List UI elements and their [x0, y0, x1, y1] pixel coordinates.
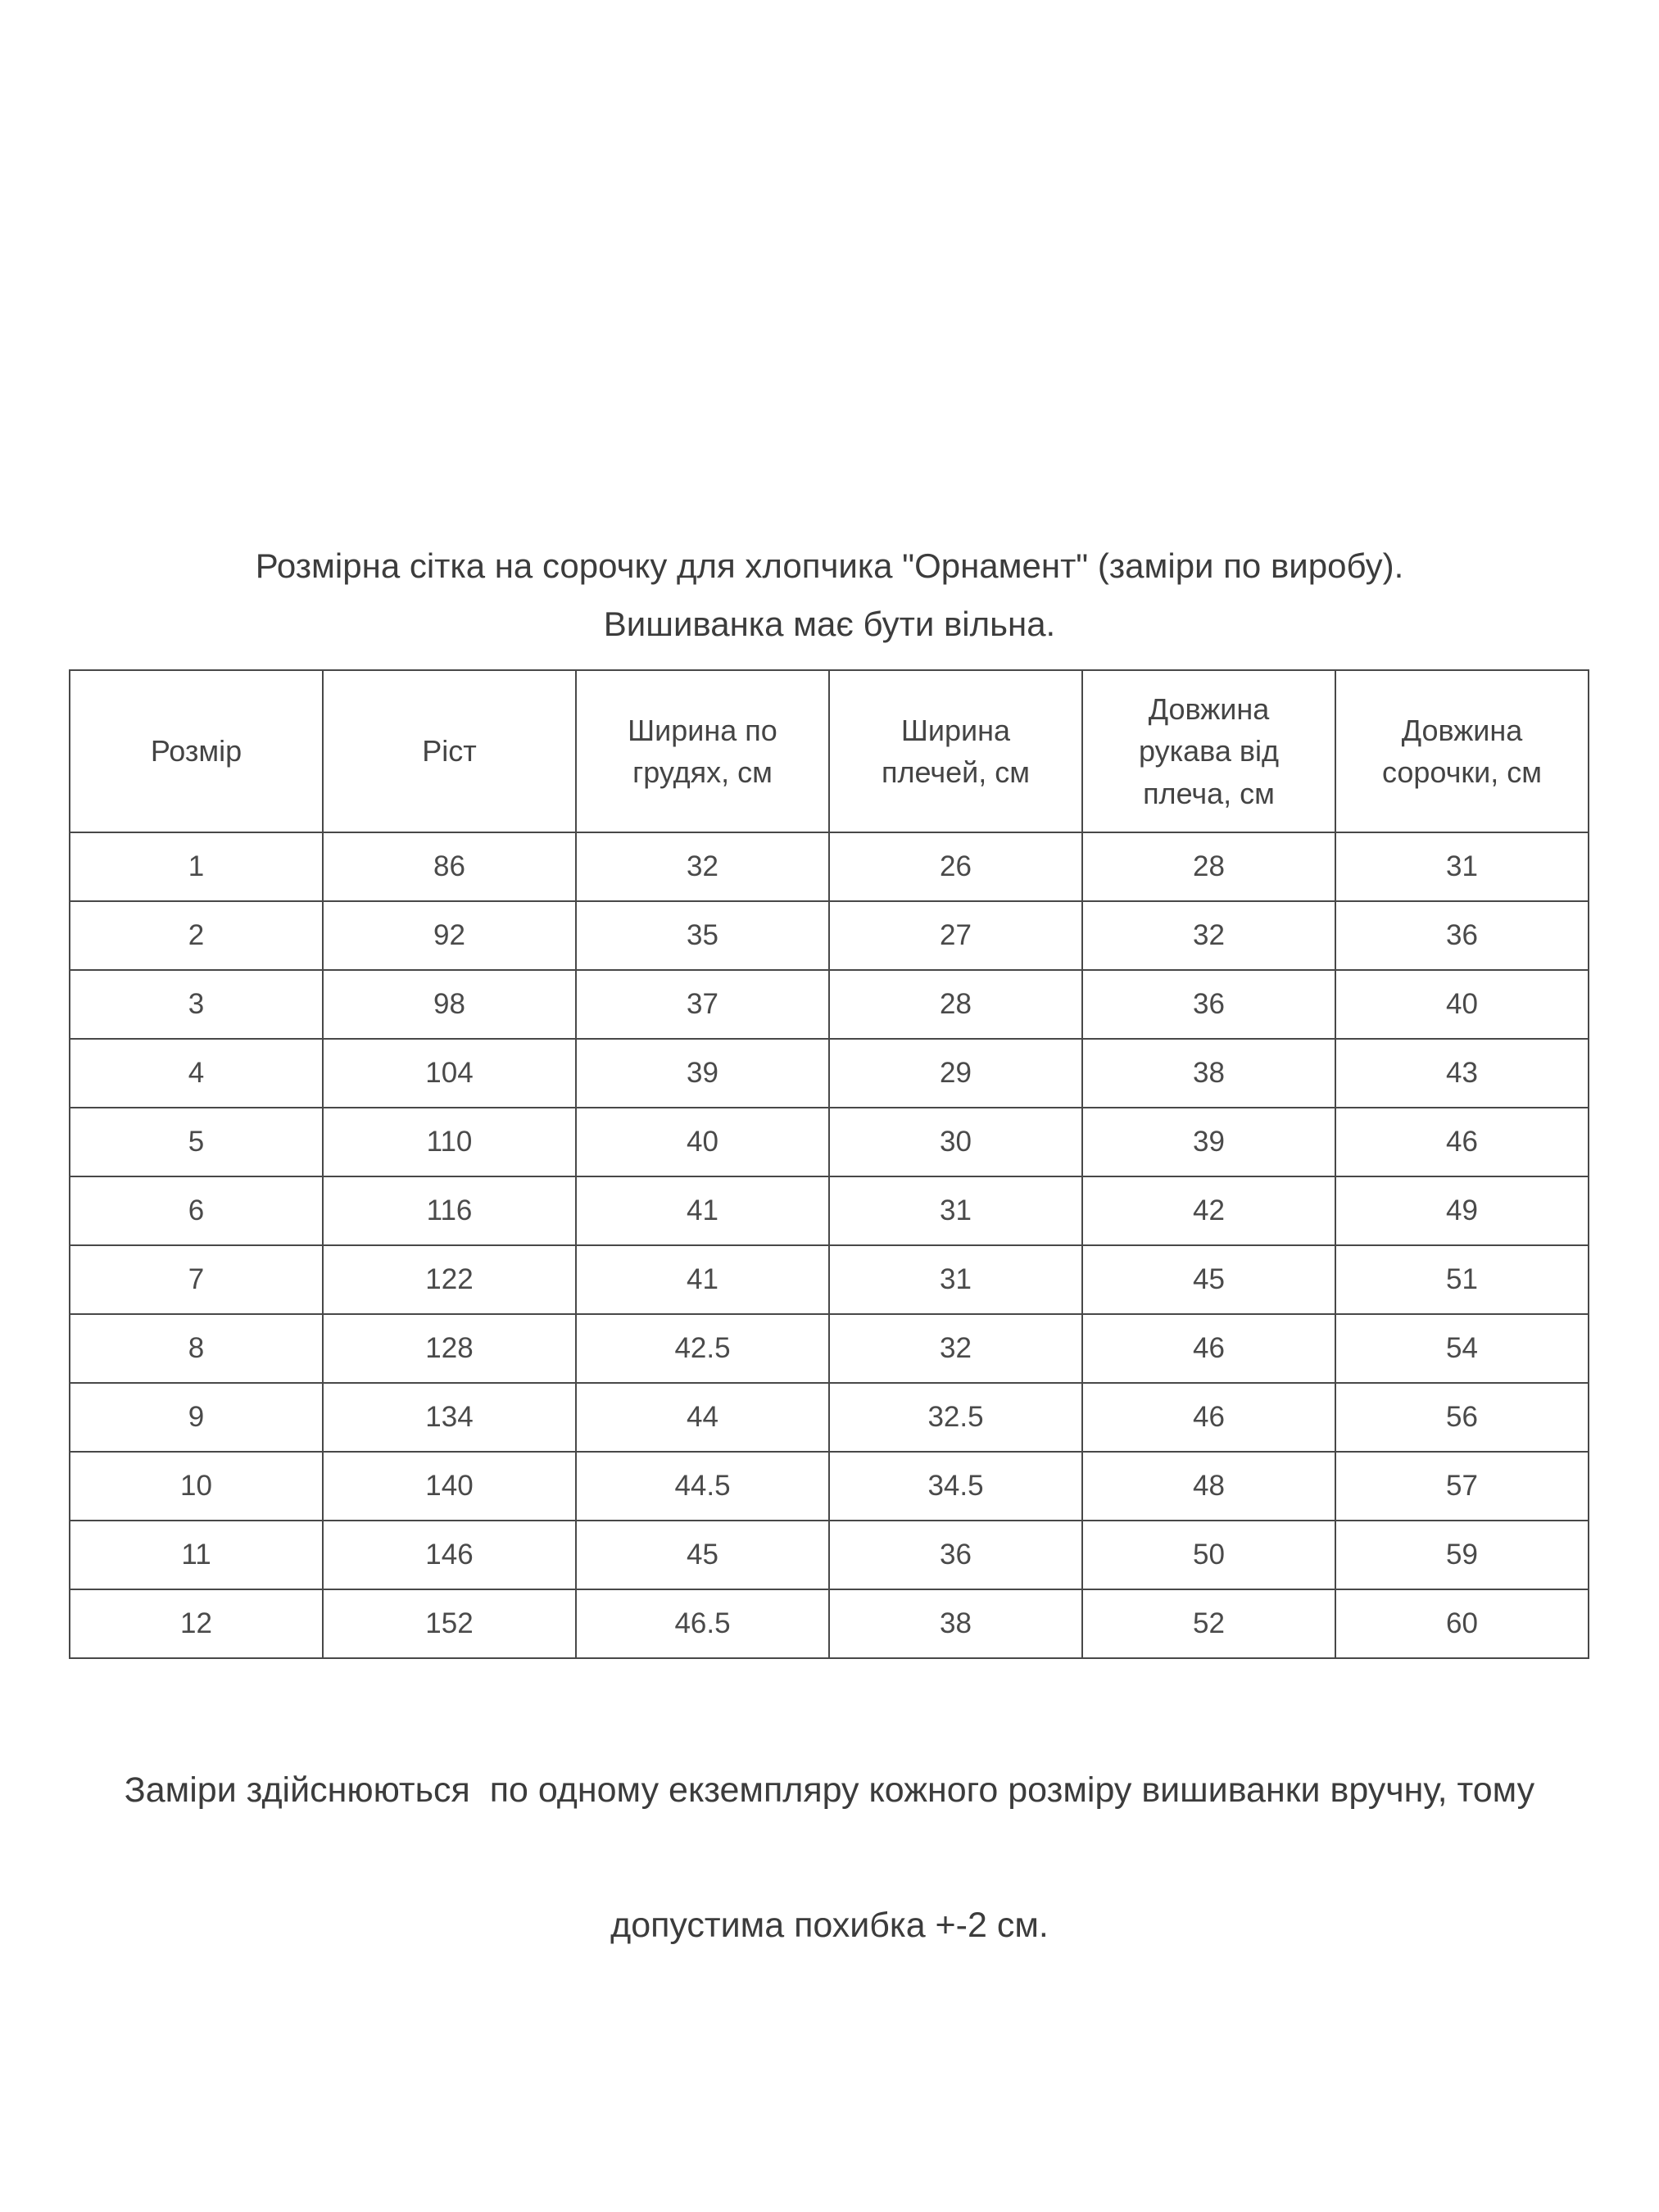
- table-cell: 48: [1082, 1452, 1335, 1521]
- table-cell: 44.5: [576, 1452, 829, 1521]
- table-cell: 59: [1335, 1521, 1589, 1589]
- table-cell: 40: [1335, 970, 1589, 1039]
- footnote: [0, 1678, 1659, 2038]
- table-cell: 28: [1082, 832, 1335, 901]
- table-cell: 9: [70, 1383, 323, 1452]
- table-cell: 4: [70, 1039, 323, 1108]
- table-row: [70, 1383, 1589, 1452]
- table-cell: 42: [1082, 1176, 1335, 1245]
- table-cell: 31: [829, 1176, 1082, 1245]
- column-header: Довжина сорочки, см: [1335, 670, 1589, 832]
- table-cell: 3: [70, 970, 323, 1039]
- table-cell: 35: [576, 901, 829, 970]
- table-row: [70, 1589, 1589, 1658]
- table-cell: 45: [1082, 1245, 1335, 1314]
- table-cell: 41: [576, 1176, 829, 1245]
- table-cell: 12: [70, 1589, 323, 1658]
- table-cell: 1: [70, 832, 323, 901]
- table-row: [70, 1521, 1589, 1589]
- table-row: [70, 1039, 1589, 1108]
- table-cell: 26: [829, 832, 1082, 901]
- table-cell: 54: [1335, 1314, 1589, 1383]
- table-cell: 104: [323, 1039, 576, 1108]
- table-cell: 134: [323, 1383, 576, 1452]
- table-cell: 39: [576, 1039, 829, 1108]
- table-cell: 122: [323, 1245, 576, 1314]
- header-row: [70, 670, 1589, 832]
- table-cell: 32: [576, 832, 829, 901]
- table-cell: 146: [323, 1521, 576, 1589]
- table-cell: 34.5: [829, 1452, 1082, 1521]
- table-cell: 32.5: [829, 1383, 1082, 1452]
- table-cell: 46: [1335, 1108, 1589, 1176]
- footnote-line-2: допустима похибка +-2 см.: [610, 1906, 1049, 1945]
- table-cell: 56: [1335, 1383, 1589, 1452]
- column-header: Ширина плечей, см: [829, 670, 1082, 832]
- table-cell: 44: [576, 1383, 829, 1452]
- table-cell: 2: [70, 901, 323, 970]
- table-cell: 49: [1335, 1176, 1589, 1245]
- table-row: [70, 1245, 1589, 1314]
- table-cell: 45: [576, 1521, 829, 1589]
- table-row: [70, 1176, 1589, 1245]
- table-cell: 38: [829, 1589, 1082, 1658]
- table-cell: 43: [1335, 1039, 1589, 1108]
- table-cell: 28: [829, 970, 1082, 1039]
- table-cell: 8: [70, 1314, 323, 1383]
- table-cell: 46: [1082, 1314, 1335, 1383]
- table-cell: 42.5: [576, 1314, 829, 1383]
- column-header: Ширина по грудях, см: [576, 670, 829, 832]
- table-row: [70, 1452, 1589, 1521]
- table-cell: 31: [829, 1245, 1082, 1314]
- table-cell: 11: [70, 1521, 323, 1589]
- table-cell: 152: [323, 1589, 576, 1658]
- table-cell: 52: [1082, 1589, 1335, 1658]
- footnote-line-1: Заміри здійснюються по одному екземпляру кожного розміру вишиванки вручну, тому: [124, 1770, 1535, 1810]
- table-cell: 116: [323, 1176, 576, 1245]
- table-cell: 92: [323, 901, 576, 970]
- table-cell: 10: [70, 1452, 323, 1521]
- table-cell: 30: [829, 1108, 1082, 1176]
- document-title: [0, 537, 1659, 653]
- table-cell: 51: [1335, 1245, 1589, 1314]
- table-cell: 38: [1082, 1039, 1335, 1108]
- title-line-1: Розмірна сітка на сорочку для хлопчика "Орнамент" (заміри по виробу).: [255, 546, 1404, 585]
- table-cell: 32: [1082, 901, 1335, 970]
- table-cell: 36: [829, 1521, 1082, 1589]
- table-row: [70, 970, 1589, 1039]
- table-cell: 27: [829, 901, 1082, 970]
- table-row: [70, 1108, 1589, 1176]
- size-chart-table: [69, 669, 1589, 1659]
- table-cell: 128: [323, 1314, 576, 1383]
- table-cell: 110: [323, 1108, 576, 1176]
- table-cell: 60: [1335, 1589, 1589, 1658]
- table-cell: 46: [1082, 1383, 1335, 1452]
- table-cell: 5: [70, 1108, 323, 1176]
- table-cell: 40: [576, 1108, 829, 1176]
- table-cell: 57: [1335, 1452, 1589, 1521]
- table-cell: 86: [323, 832, 576, 901]
- column-header: Розмір: [70, 670, 323, 832]
- table-cell: 41: [576, 1245, 829, 1314]
- table-cell: 140: [323, 1452, 576, 1521]
- table-cell: 50: [1082, 1521, 1335, 1589]
- table-cell: 31: [1335, 832, 1589, 901]
- table-cell: 29: [829, 1039, 1082, 1108]
- column-header: Ріст: [323, 670, 576, 832]
- table-row: [70, 1314, 1589, 1383]
- table-cell: 32: [829, 1314, 1082, 1383]
- table-cell: 7: [70, 1245, 323, 1314]
- table-cell: 39: [1082, 1108, 1335, 1176]
- table-cell: 36: [1082, 970, 1335, 1039]
- table-row: [70, 901, 1589, 970]
- table-cell: 36: [1335, 901, 1589, 970]
- title-line-2: Вишиванка має бути вільна.: [603, 605, 1056, 643]
- table-cell: 37: [576, 970, 829, 1039]
- table-row: [70, 832, 1589, 901]
- table-cell: 98: [323, 970, 576, 1039]
- table-cell: 46.5: [576, 1589, 829, 1658]
- table-cell: 6: [70, 1176, 323, 1245]
- column-header: Довжина рукава від плеча, см: [1082, 670, 1335, 832]
